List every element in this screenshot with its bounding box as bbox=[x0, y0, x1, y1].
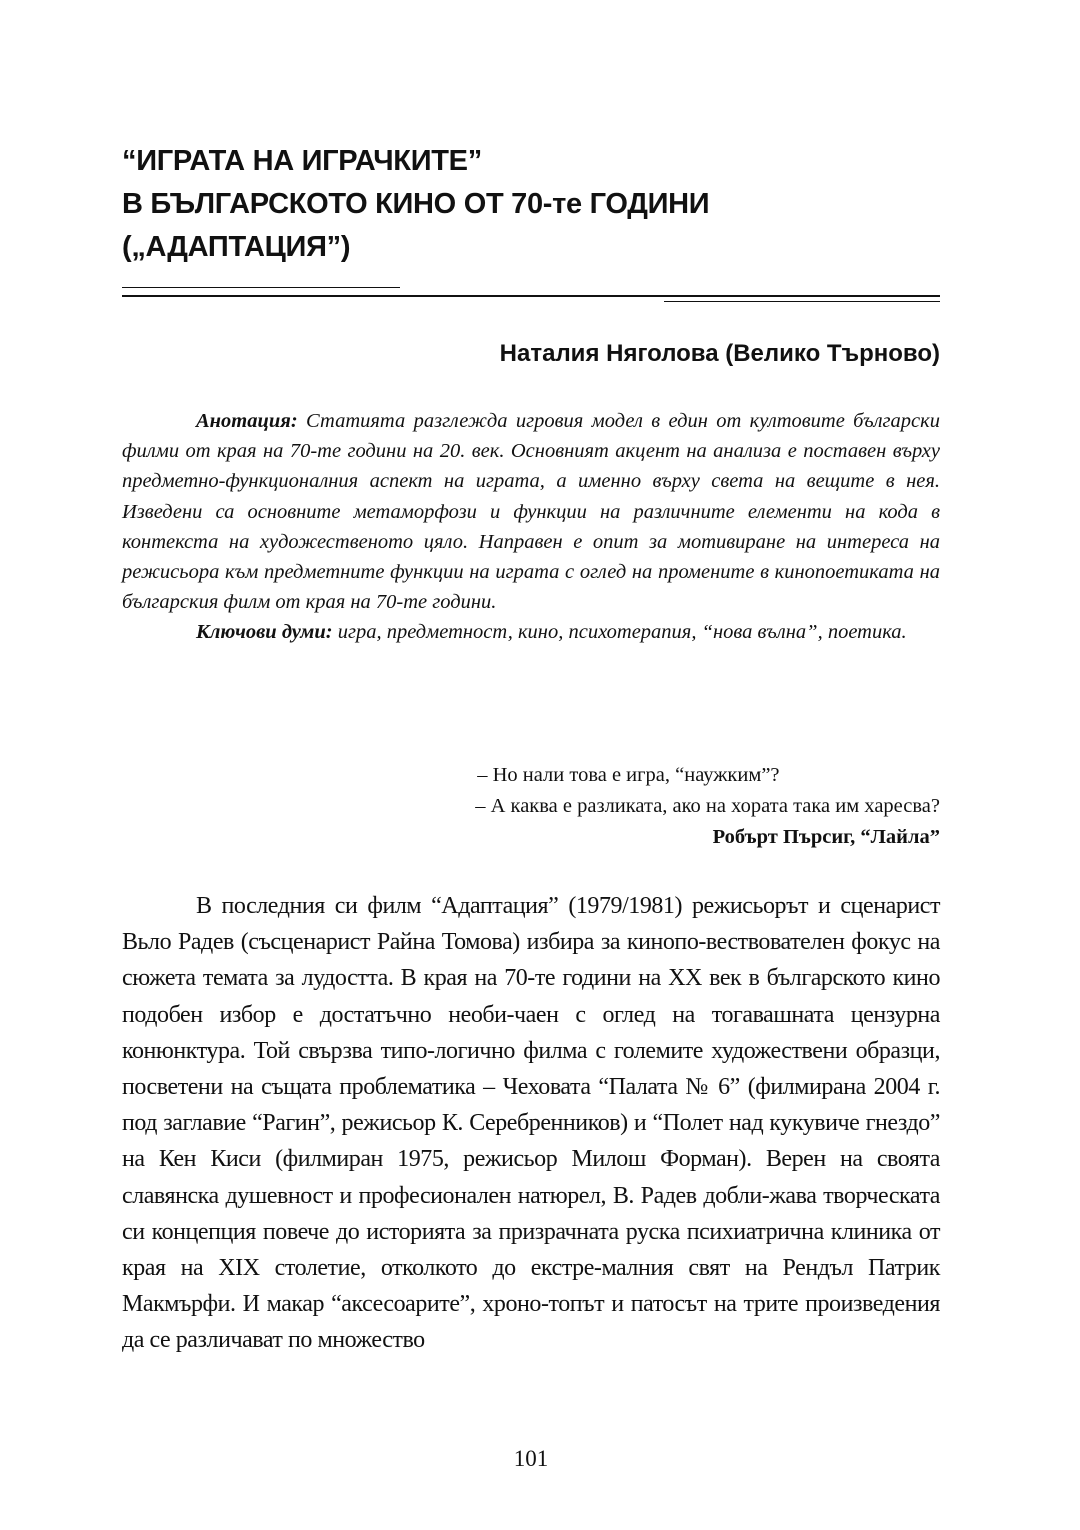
abstract-paragraph bbox=[122, 406, 940, 617]
epigraph-line-2: – А каква е разликата, ако на хората така им харесва? bbox=[475, 795, 940, 817]
divider-short-top bbox=[122, 287, 400, 288]
keywords-paragraph bbox=[122, 617, 940, 647]
keywords-label: Ключови думи: bbox=[196, 621, 333, 644]
divider-short-bottom bbox=[664, 301, 940, 302]
author-name: Наталия Няголова (Велико Търново) bbox=[499, 340, 940, 367]
page-number: 101 bbox=[513, 1446, 549, 1471]
title-line-3: („АДАПТАЦИЯ”) bbox=[122, 231, 351, 263]
keywords-text: игра, предметност, кино, психотерапия, “нова вълна”, поетика. bbox=[332, 621, 907, 644]
title-line-2: В БЪЛГАРСКОТО КИНО ОТ 70-те ГОДИНИ bbox=[122, 188, 710, 220]
abstract-block bbox=[122, 406, 940, 648]
epigraph-line-1: – Но нали това е игра, “наужким”? bbox=[477, 764, 780, 786]
article-title bbox=[122, 140, 942, 269]
body-paragraph: В последния си филм “Адаптация” (1979/1981) режисьорът и сценарист Вьло Радев (съсценарист Райна Томова) избира за кинопо-вествователен фокус на сюжета темата за лудостта. В края на 70-те години на ХХ век в българското кино подобен избор е достатъчно необи-чаен с оглед на тогавашната цензурна конюнктура. Той свързва типо-логично филма с големите художествени образци, посветени на същата проблематика – Чеховата “Палата № 6” (филмирана 2004 г. под заглавие “Рагин”, режисьор К. Серебренников) и “Полет над кукувиче гнездо” на Кен Киси (филмиран 1975, режисьор Милош Форман). Верен на своята славянска душевност и професионален натюрел, В. Радев добли-жава творческата си концепция повече до историята за призрачната руска психиатрична клиника от края на XIX столетие, отколкото до екстре-малния свят на Рендъл Патрик Макмърфи. И макар “аксесоарите”, хроно-топът и патосът на трите произведения да се различават по множество bbox=[122, 893, 940, 1354]
title-line-1: “ИГРАТА НА ИГРАЧКИТЕ” bbox=[122, 145, 482, 177]
abstract-label: Анотация: bbox=[196, 410, 298, 432]
divider-full bbox=[122, 295, 940, 297]
epigraph bbox=[475, 760, 940, 853]
epigraph-source: Робърт Пърсиг, “Лайла” bbox=[712, 826, 940, 848]
abstract-text: Статията разглежда игровия модел в един от култовите български филми от края на 70-те години на 20. век. Основният акцент на анализа е поставен върху предметно-функционалния аспект на играта, а именно върху света на вещите в нея. Изведени са основните метаморфози и функции на различните елементи на кода в контекста на художественото цяло. Направен е опит за мотивиране на интереса на режисьора към предметните функции на играта с оглед на промените в кинопоетиката на българския филм от края на 70-те години. bbox=[122, 410, 940, 614]
